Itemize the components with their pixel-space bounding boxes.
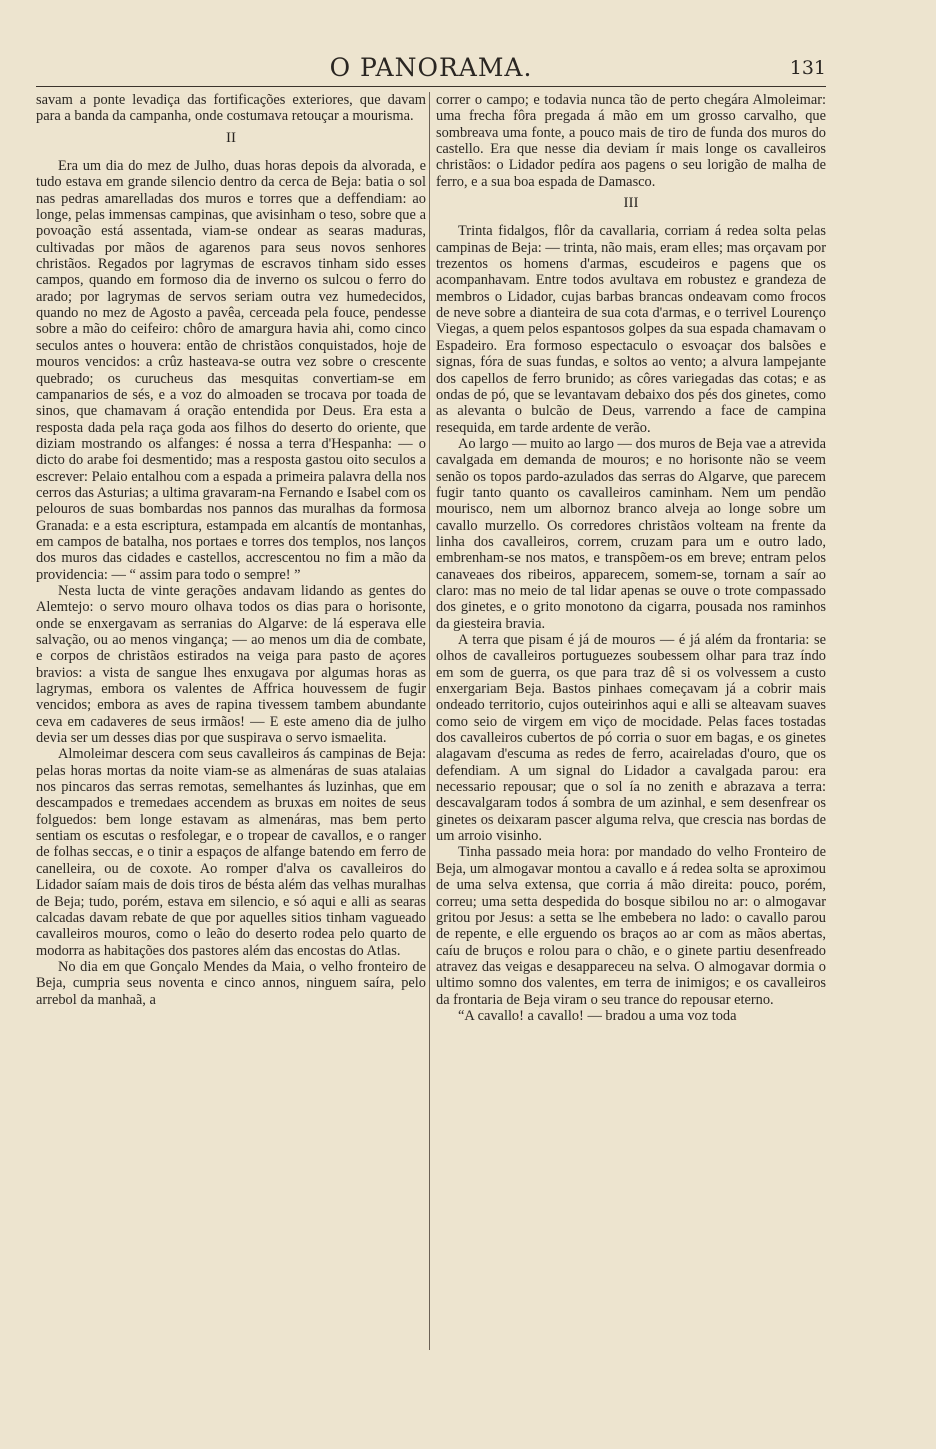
- paragraph: Era um dia do mez de Julho, duas horas depois da alvorada, e tudo estava em grande silencio dentro da cerca de Beja: batia o sol nas pedras amarelladas dos muros e torres que a deffendiam: ao longe, pelas immensas campinas, que avisinham o teso, sobre que a povoação está assentada, viam-se ondear as searas maduras, cultivadas por mãos de agarenos para seus novos senhores christãos. Regados por lagrymas de escravos tinham sido esses campos, quando em formoso dia de inverno os sulcou o ferro do arado; por lagrymas de servos seriam outra vez humedecidos, quando no mez de Agosto a pavêa, cerceada pela fouce, pendesse sobre a mão do ceifeiro: chôro de amargura havia ahi, como cinco seculos antes o houvera: então de christãos conquistados, hoje de mouros vencidos: a crûz hasteava-se outra vez sobre o crescente quebrado; os curucheus das mesquitas convertiam-se em campanarios de sés, e a voz do almoaden se trocava por toada de sinos, que chamavam á oração entendida por Deus. Era esta a resposta dada pela raça goda aos filhos do deserto do oriente, que diziam mostrando os alfanges: é nossa a terra d'Hespanha: — o dicto do arabe foi desmentido; mas a resposta gastou oito seculos a escrever: Pelaio entalhou com a espada a primeira palavra della nos cerros das Asturias; a ultima gravaram-na Fernando e Isabel com os pelouros de suas bombardas nos pannos das muralhas da formosa Granada: e a esta escriptura, estampada em alcantís de montanhas, em campos de batalha, nos portaes e torres dos templos, nos lanços dos muros das cidades e castellos, accrescentou no fim a mão da providencia: — “ assim para todo o sempre! ”: [36, 158, 427, 583]
- paragraph: Ao largo — muito ao largo — dos muros de Beja vae a atrevida cavalgada em demanda de mouros; e no horisonte não se veem senão os topos pardo-azulados das serras do Algarve, que parecem fugir tanto quanto os cavalleiros caminham. Nem um pendão mourisco, nem um albornoz branco alveja ao longe sobre um cavallo murzello. Os corredores christãos volteam na frente da linha dos cavalleiros, correm, cruzam para um e outro lado, embrenham-se nos matos, e transpõem-os em breve; entram pelos canaveaes dos ribeiros, apparecem, somem-se, tornam a saír ao claro: mas no meio de tal lidar apenas se ouve o trote compassado dos ginetes, e o grito monotono da cigarra, pousada nos raminhos da giesteira bravia.: [436, 435, 826, 632]
- paragraph: Tinha passado meia hora: por mandado do velho Fronteiro de Beja, um almogavar montou a cavallo e á redea solta se aproximou de uma selva extensa, que corria á mão direita: pouco, porém, correu; uma setta despedida do bosque sibilou no ar: o almogavar gritou por Jesus: a setta se lhe embebera no lado: o cavallo parou de repente, e elle erguendo os braços ao ar com as mãos abertas, caíu de bruços e rolou para o chão, e o ginete partiu desenfreado atravez das veigas e desappareceu na selva. O almogavar dormia o ultimo somno dos valentes, em terra de inimigos; e os cavalleiros da frontaria de Beja viram o seu trance do repousar eterno.: [436, 844, 826, 1008]
- paragraph: Nesta lucta de vinte gerações andavam lidando as gentes do Alemtejo: o servo mouro olhava todos os dias para o horisonte, onde se enxergavam as serranias do Algarve: de lá esperava elle salvação, ou ao menos vingança; — ao menos um dia de combate, e corpos de christãos estirados na veiga para pasto de açores bravios: a vista de sangue lhes enxugava por algumas horas as lagrymas, embora os valentes de Affrica houvessem de fugir vencidos; embora as aves de rapina tivessem tambem abundante ceva em cadaveres de seus irmãos! — E este ameno dia de julho devia ser um desses dias por que suspirava o servo ismaelita.: [36, 582, 426, 747]
- page-number: 131: [789, 57, 826, 79]
- paragraph: A terra que pisam é já de mouros — é já além da frontaria: se olhos de cavalleiros portuguezes soubessem olhar para traz índo em som de guerra, os que para traz dê si os volvessem a custo enxergariam Beja. Bastos pinhaes começavam já a cobrir mais ondeado territorio, cujos outeirinhos aqui e alli se alteavam suaves como seio de virgem em viço de mocidade. Pelas faces tostadas dos cavalleiros cubertos de pó corria o suor em bagas, e os ginetes alagavam d'escuma as redes de ferro, acaireladas d'ouro, que os defendiam. A um signal do Lidador a cavalgada parou: era necessario repousar; que o sol ía no zenith e abrazava a terra: descavalgaram todos á sombra de um azinhal, e sem desenfrear os ginetes os deixaram pascer alguma relva, que crescia nas bordas de um arroio visinho.: [436, 632, 826, 845]
- section-heading: II: [226, 129, 236, 146]
- paragraph: Trinta fidalgos, flôr da cavallaria, corriam á redea solta pelas campinas de Beja: — trinta, não mais, eram elles; mas orçavam por trezentos os homens d'armas, escudeiros e pagens que os acompanhavam. Entre todos avultava em robustez e grandeza de membros o Lidador, cujas barbas brancas ondeavam como frocos de neve sobre a dianteira de sua cota d'armas, e o terrivel Lourenço Viegas, a quem pelos espantosos golpes da sua espada chamavam o Espadeiro. Era formoso espectaculo o esvoaçar dos balsões e signas, fóra de suas fundas, e soltos ao vento; a alvura lampejante dos capellos de ferro brunido; as côres variegadas das cotas; e as ondas de pó, que se levantavam debaixo dos pés dos ginetes, como as alevanta o bulcão de Deus, varrendo a face de campina resequida, em tarde ardente de verão.: [436, 223, 826, 436]
- section-heading: III: [623, 195, 639, 212]
- page-header: [36, 54, 826, 82]
- paragraph: correr o campo; e todavia nunca tão de perto chegára Almoleimar: uma frecha fôra pregada á mão em um grosso carvalho, que sombreava uma fonte, a pouco mais de tiro de funda dos muros do castello. Era que nesse dia deviam ír mais longe os cavalleiros christãos: o Lidador pedíra aos pagens o seu lorigão de malha de ferro, e a sua boa espada de Damasco.: [436, 92, 826, 190]
- left-column: [36, 92, 426, 1008]
- paragraph: savam a ponte levadiça das fortificações exteriores, que davam para a banda da campanha, onde costumava retouçar a mourisma.: [36, 92, 426, 125]
- column-divider: [429, 92, 430, 1350]
- paragraph: No dia em que Gonçalo Mendes da Maia, o velho fronteiro de Beja, cumpria seus noventa e cinco annos, ninguem saíra, pelo arrebol da manhaã, a: [36, 958, 426, 1008]
- masthead-title: O PANORAMA.: [329, 53, 533, 82]
- paragraph: Almoleimar descera com seus cavalleiros ás campinas de Beja: pelas horas mortas da noite viam-se as almenáras de suas atalaias nos pincaros das serras remotas, semelhantes ás luzinhas, que em descampados e tremedaes accendem as bruxas em noites de seus folguedos: bem longe estavam as almenáras, mas bem perto sentiam os escutas o resfolegar, e o tropear de cavallos, e o ranger de folhas seccas, e o tinir a espaços de alfange batendo em ferro de canelleira, ou de coxote. Ao romper d'alva os cavalleiros do Lidador saíam mais de dois tiros de bésta além das velhas muralhas de Beja; tudo, porém, estava em silencio, e só aqui e alli as searas calcadas davam rebate de que por aquelles sitios tinham vagueado cavalleiros mouros, como o leão do deserto rodea pelo quarto de modorra as habitações dos pastores além das encostas do Atlas.: [36, 746, 426, 959]
- paragraph: “A cavallo! a cavallo! — bradou a uma voz toda: [458, 1007, 737, 1024]
- right-column: [436, 92, 826, 1024]
- header-rule: [36, 86, 826, 87]
